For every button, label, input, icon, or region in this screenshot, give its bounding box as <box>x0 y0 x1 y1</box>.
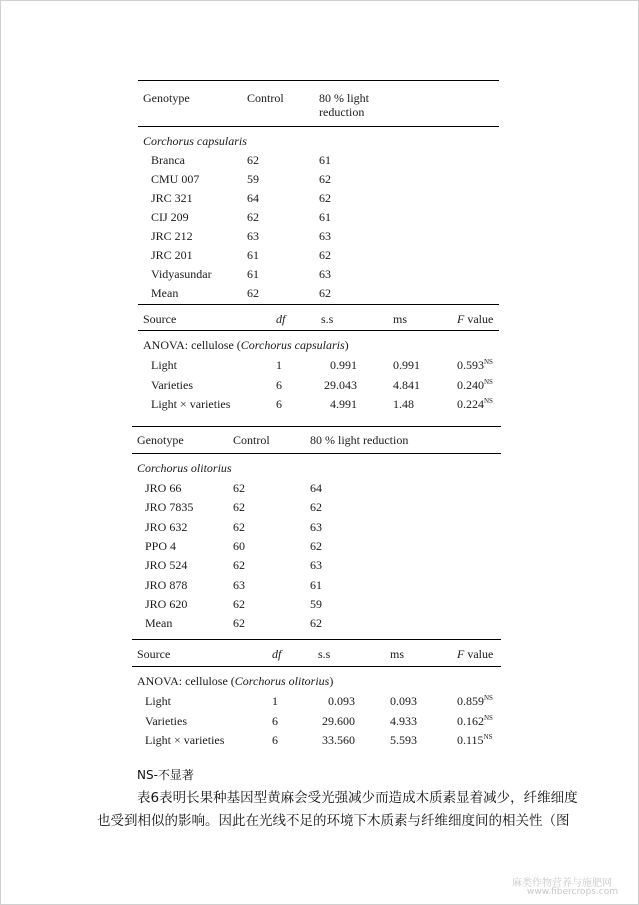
header-genotype: Genotype <box>143 91 190 105</box>
anova-header-fvalue: F value <box>457 647 494 661</box>
control-cell: 62 <box>233 481 245 495</box>
anova-title-suffix: ) <box>344 338 349 352</box>
anova-header-df: df <box>276 312 286 326</box>
header-control: Control <box>247 91 284 105</box>
footnote: NS-不显著 <box>137 768 194 782</box>
anova-ms-cell: 0.991 <box>393 358 420 372</box>
control-cell: 62 <box>247 286 259 300</box>
f-value: 0.162 <box>457 713 484 728</box>
genotype-cell: JRO 620 <box>145 596 188 611</box>
anova-df-cell: 6 <box>276 397 282 411</box>
significance-mark: NS <box>484 397 493 405</box>
genotype-cell: CMU 007 <box>151 172 200 186</box>
genotype-cell: CIJ 209 <box>151 210 189 224</box>
genotype-cell: JRO 66 <box>145 481 182 495</box>
significance-mark: NS <box>484 694 493 702</box>
anova-header-ss: s.s <box>321 312 334 326</box>
control-cell: 62 <box>233 596 245 611</box>
anova-title <box>137 674 333 688</box>
anova-ms-cell: 0.093 <box>390 694 417 708</box>
light-reduction-cell: 59 <box>310 596 322 611</box>
control-cell: 63 <box>247 229 259 243</box>
significance-mark: NS <box>484 358 493 366</box>
table-rule <box>132 639 501 640</box>
light-reduction-cell: 63 <box>319 267 331 281</box>
control-cell: 62 <box>233 519 245 534</box>
control-cell: 63 <box>233 577 245 592</box>
table-rule <box>132 426 501 427</box>
fvalue-label: value <box>467 312 494 326</box>
control-cell: 62 <box>233 558 245 573</box>
anova-ms-cell: 1.48 <box>393 397 414 411</box>
anova-ss-cell: 0.991 <box>330 358 357 372</box>
anova-header-df: df <box>272 647 282 661</box>
anova-ss-cell: 0.093 <box>328 694 355 708</box>
table-rule <box>138 80 499 81</box>
anova-title-prefix: ANOVA: cellulose ( <box>137 674 235 688</box>
anova-f-cell <box>457 358 493 372</box>
light-reduction-cell: 62 <box>319 286 331 300</box>
anova-f-cell <box>457 733 493 747</box>
watermark-url: www.fibercrops.com <box>527 887 618 897</box>
watermark-text: 麻类作物营养与施肥网 <box>512 878 612 889</box>
anova-ss-cell: 29.600 <box>322 713 355 728</box>
anova-title-suffix: ) <box>329 674 334 688</box>
anova-source-cell: Varieties <box>145 713 187 728</box>
table-rule <box>138 330 499 331</box>
anova-source-cell: Varieties <box>151 377 193 392</box>
genotype-cell: JRO 878 <box>145 577 188 592</box>
significance-mark: NS <box>483 733 493 741</box>
anova-ss-cell: 33.560 <box>322 733 355 747</box>
light-reduction-cell: 62 <box>310 500 322 515</box>
anova-ss-cell: 29.043 <box>324 377 357 392</box>
genotype-cell: JRO 632 <box>145 519 188 534</box>
anova-ms-cell: 4.841 <box>393 377 420 392</box>
f-value: 0.224 <box>457 397 484 411</box>
anova-header-source: Source <box>137 647 171 661</box>
anova-title-species: Corchorus capsularis <box>240 338 345 352</box>
anova-title-species: Corchorus olitorius <box>234 674 330 688</box>
header-light-reduction: 80 % light reduction <box>310 433 409 447</box>
light-reduction-cell: 62 <box>310 538 322 553</box>
anova-df-cell: 6 <box>272 733 278 747</box>
light-reduction-cell: 63 <box>319 229 331 243</box>
anova-df-cell: 1 <box>272 694 278 708</box>
light-reduction-cell: 62 <box>319 172 331 186</box>
anova-header-ms: ms <box>393 312 408 326</box>
f-value: 0.859 <box>457 694 484 708</box>
control-cell: 64 <box>247 191 259 205</box>
anova-header-ss: s.s <box>318 647 331 661</box>
light-reduction-cell: 61 <box>319 210 331 224</box>
light-reduction-cell: 61 <box>319 153 331 167</box>
genotype-cell: JRC 201 <box>151 248 193 262</box>
header-light-reduction-cont: reduction <box>319 105 365 119</box>
table-rule <box>138 304 499 305</box>
paragraph-line-2: 也受到相似的影响。因此在光线不足的环境下木质素与纤维细度间的相关性（图 <box>97 813 570 829</box>
anova-source-cell: Light × varieties <box>145 733 225 747</box>
f-value: 0.593 <box>457 358 484 372</box>
anova-f-cell <box>457 694 493 708</box>
anova-f-cell <box>457 378 493 392</box>
anova-header-fvalue: F value <box>457 312 494 326</box>
genotype-cell: Branca <box>151 153 185 167</box>
anova-source-cell: Light <box>145 694 171 708</box>
table-rule <box>132 666 501 667</box>
anova-df-cell: 6 <box>272 713 278 728</box>
header-genotype: Genotype <box>137 433 184 447</box>
table-rule <box>132 453 501 454</box>
header-light-reduction: 80 % light <box>319 91 369 105</box>
anova-df-cell: 1 <box>276 358 282 372</box>
anova-header-source: Source <box>143 312 177 326</box>
species-heading: Corchorus capsularis <box>143 134 247 148</box>
genotype-cell: Vidyasundar <box>151 267 212 281</box>
light-reduction-cell: 62 <box>310 616 322 631</box>
anova-header-ms: ms <box>390 647 405 661</box>
anova-df-cell: 6 <box>276 377 282 392</box>
genotype-cell: Mean <box>151 286 179 300</box>
control-cell: 59 <box>247 172 259 186</box>
genotype-cell: JRC 212 <box>151 229 193 243</box>
control-cell: 62 <box>233 500 245 515</box>
light-reduction-cell: 61 <box>310 577 322 592</box>
table-rule <box>138 126 499 127</box>
species-heading: Corchorus olitorius <box>137 461 232 475</box>
anova-f-cell <box>457 714 493 728</box>
f-value: 0.115 <box>457 733 484 747</box>
f-value: 0.240 <box>457 377 484 392</box>
anova-source-cell: Light <box>151 358 177 372</box>
light-reduction-cell: 62 <box>319 191 331 205</box>
significance-mark: NS <box>484 377 493 386</box>
genotype-cell: JRC 321 <box>151 191 193 205</box>
genotype-cell: Mean <box>145 616 173 631</box>
fvalue-label: value <box>467 647 494 661</box>
anova-ms-cell: 4.933 <box>390 713 417 728</box>
control-cell: 62 <box>247 210 259 224</box>
light-reduction-cell: 63 <box>310 519 322 534</box>
genotype-cell: JRO 7835 <box>145 500 194 515</box>
header-control: Control <box>233 433 270 447</box>
light-reduction-cell: 64 <box>310 481 322 495</box>
control-cell: 61 <box>247 267 259 281</box>
anova-f-cell <box>457 397 493 411</box>
genotype-cell: PPO 4 <box>145 538 177 553</box>
control-cell: 62 <box>233 616 245 631</box>
anova-title <box>143 338 349 352</box>
light-reduction-cell: 62 <box>319 248 331 262</box>
significance-mark: NS <box>484 713 493 722</box>
paragraph-line-1: 表6表明长果种基因型黄麻会受光强减少而造成木质素显着减少，纤维细度 <box>137 790 578 806</box>
anova-ss-cell: 4.991 <box>330 397 357 411</box>
light-reduction-cell: 63 <box>310 558 322 573</box>
control-cell: 62 <box>247 153 259 167</box>
anova-source-cell: Light × varieties <box>151 397 231 411</box>
anova-ms-cell: 5.593 <box>390 733 417 747</box>
genotype-cell: JRO 524 <box>145 558 188 573</box>
control-cell: 61 <box>247 248 259 262</box>
anova-title-prefix: ANOVA: cellulose ( <box>143 338 241 352</box>
control-cell: 60 <box>233 538 245 553</box>
